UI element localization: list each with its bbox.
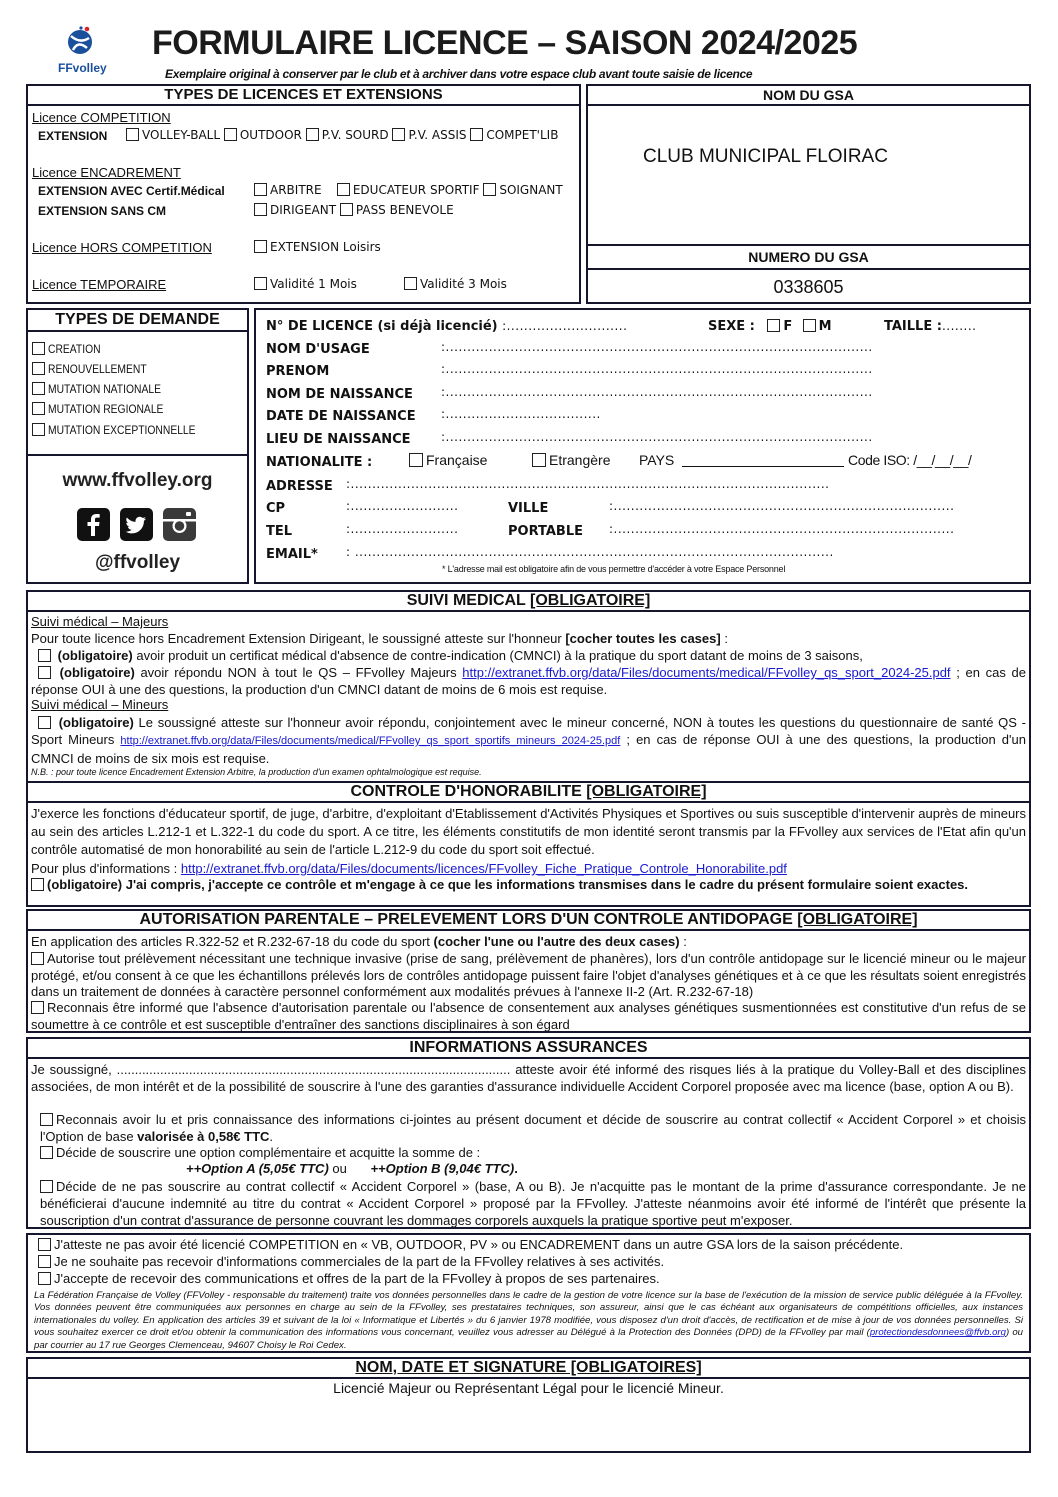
licence-types-section — [26, 84, 581, 304]
qs-mineurs-link[interactable]: http://extranet.ffvb.org/data/Files/documents/medical/FFvolley_qs_sport_sportifs_mineurs_2024-25.pdf — [120, 735, 621, 747]
checkbox-renouvellement[interactable]: RENOUVELLEMENT — [32, 362, 163, 376]
checkbox-compet-lib[interactable]: COMPET'LIB — [470, 128, 558, 142]
checkbox-icon[interactable] — [803, 319, 816, 332]
portable-field[interactable]: :............................................................................... — [609, 522, 955, 536]
ville-label: VILLE — [508, 501, 549, 516]
taille-label: TAILLE : — [884, 319, 942, 334]
honorabilite-text: J'exerce les fonctions d'éducateur sportif, de juge, d'arbitre, d'exploitant d'Etablissement d'Activités Physiques et Sportives ou suis susceptible d'intervenir auprès de mineurs au sein des articles L.212-1 et L.322-1 du code du sport. A ce titre, les éléments constitutifs de mon identité seront transmis par la FFvolley aux services de l'Etat afin qu'un contrôle automatisé de mon honorabilité au sein de l'article L.212-9 du code du sport soit effectué. — [31, 806, 1026, 857]
ville-field[interactable]: :............................................................................... — [609, 499, 955, 513]
medical-item-2[interactable]: (obligatoire) avoir répondu NON à tout le QS – FFvolley Majeurs http://extranet.ffvb.org/data/Files/documents/medical/FFvolley_qs_sport_2024-25.pdf ; en cas de réponse OUI à une des questions, la production d'un CMNCI datant de moins de 6 mois est requise. — [31, 665, 1026, 697]
cp-field[interactable]: :......................... — [346, 499, 459, 513]
hors-competition-label: Licence HORS COMPETITION — [32, 240, 212, 255]
assurance-item-refus[interactable]: Décide de ne pas souscrire au contrat collectif « Accident Corporel » (base, A ou B). Je n'acquitte pas le montant de la prime d'assurance correspondante. Je ne bénéficierai d'aucune indemnité au titre du contrat « Accident Corporel » proposé par la FFvolley. J'atteste néanmoins avoir été informé de l'intérêt que présente la souscription d'un contrat d'assurance de personne couvrant les dommages corporels auxquels la pratique sportive peut m'exposer. — [40, 1179, 1026, 1228]
assurance-item-base[interactable]: Reconnais avoir lu et pris connaissance des informations ci-jointes au présent document et décide de souscrire au contrat collectif « Accident Corporel » et choisis l'Option de base valorisée à 0,58€ TTC. — [40, 1112, 1026, 1144]
checkbox-etrangere[interactable]: Etrangère — [532, 452, 610, 468]
checkbox-icon[interactable] — [32, 402, 45, 415]
page-title: FORMULAIRE LICENCE – SAISON 2024/2025 — [152, 24, 858, 62]
checkbox-icon[interactable] — [767, 319, 780, 332]
signature-subtitle: Licencié Majeur ou Représentant Légal pour le licencié Mineur. — [333, 1380, 724, 1396]
checkbox-icon[interactable] — [409, 453, 423, 467]
logo-text: FFvolley — [58, 61, 107, 75]
checkbox-icon[interactable] — [32, 342, 45, 355]
gsa-name-title: NOM DU GSA — [588, 86, 1029, 106]
portable-label: PORTABLE — [508, 524, 583, 539]
honorabilite-checkbox[interactable]: (obligatoire) J'ai compris, j'accepte ce contrôle et m'engage à ce que les informations transmises dans le cadre du présent formulaire soient exactes. — [31, 877, 1026, 894]
option-a[interactable]: ++Option A (5,05€ TTC) — [186, 1161, 329, 1176]
checkbox-icon[interactable] — [483, 183, 496, 196]
medical-item-1[interactable]: (obligatoire) avoir produit un certificat médical d'absence de contre-indication (CMNCI) à la pratique du sport datant de moins de 3 saisons, — [38, 648, 1026, 665]
checkbox-creation[interactable]: CREATION — [32, 342, 109, 356]
temporaire-label: Licence TEMPORAIRE — [32, 277, 167, 292]
lieu-naissance-label: LIEU DE NAISSANCE — [266, 432, 411, 447]
checkbox-icon[interactable] — [126, 128, 139, 141]
email-label: EMAIL* — [266, 547, 318, 562]
social-handle[interactable]: @ffvolley — [94, 552, 181, 573]
lieu-naissance-field[interactable]: :................................................................................................... — [441, 430, 873, 444]
adresse-field[interactable]: :............................................................................................................... — [346, 477, 830, 491]
checkbox-icon[interactable] — [532, 453, 546, 467]
honorabilite-section — [26, 781, 1031, 907]
checkbox-icon[interactable] — [31, 952, 44, 965]
checkbox-icon[interactable] — [306, 128, 319, 141]
pays-label: PAYS — [639, 452, 675, 468]
with-cm-label: EXTENSION AVEC Certif.Médical — [38, 184, 225, 198]
nom-naissance-field[interactable]: :................................................................................................... — [441, 385, 873, 399]
gsa-name-section — [586, 84, 1031, 246]
antidopage-item-2[interactable]: Reconnais être informé que l'absence d'autorisation parentale ou l'absence de consentement aux analyses génétiques susmentionnées est constitutive d'un refus de se soumettre à ce contrôle et est susceptible d'entraîner des sanctions disciplinaires à son égard — [31, 1000, 1026, 1032]
checkbox-francaise[interactable]: Française — [409, 452, 487, 468]
ffvolley-logo — [56, 24, 108, 74]
competition-extension-label: EXTENSION — [38, 129, 108, 143]
nom-usage-field[interactable]: :................................................................................................... — [441, 340, 873, 354]
checkbox-arbitre[interactable]: ARBITRE — [254, 183, 322, 197]
checkbox-icon[interactable] — [38, 1238, 51, 1251]
signature-field[interactable] — [28, 1399, 1029, 1451]
attestations-section — [26, 1233, 1031, 1353]
checkbox-icon[interactable] — [38, 1255, 51, 1268]
demand-types-section — [26, 308, 249, 456]
medical-section — [26, 590, 1031, 783]
identity-section — [254, 308, 1031, 584]
adresse-label: ADRESSE — [266, 479, 333, 494]
checkbox-icon[interactable] — [32, 382, 45, 395]
code-iso-field[interactable]: /__/__/__/ — [913, 452, 972, 468]
attestation-item-3[interactable]: J'accepte de recevoir des communications et offres de la part de la FFvolley à propos de ses partenaires. — [38, 1271, 1026, 1288]
checkbox-icon[interactable] — [38, 649, 51, 662]
signature-title: NOM, DATE ET SIGNATURE [OBLIGATOIRES] — [28, 1359, 1029, 1379]
checkbox-icon[interactable] — [254, 240, 267, 253]
attestation-item-1[interactable]: J'atteste ne pas avoir été licencié COMPETITION en « VB, OUTDOOR, PV » ou ENCADREMENT dans un autre GSA lors de la saison précédente. — [38, 1237, 1026, 1254]
checkbox-mutation-exceptionnelle[interactable]: MUTATION EXCEPTIONNELLE — [32, 423, 220, 437]
medical-item-3[interactable]: (obligatoire) Le soussigné atteste sur l'honneur avoir répondu, conjointement avec le mineur concerné, NON à toutes les questions du questionnaire de santé QS - Sport Mineurs http://extranet.ffvb.org/data/Files/documents/medical/FFvolley_qs_sport_sportifs_mineurs_2024-25.pdf ; en cas de réponse OUI à une des questions, la production d'un CMNCI de moins de six mois est requise. — [31, 715, 1026, 766]
option-b[interactable]: ++Option B (9,04€ TTC) — [370, 1161, 515, 1176]
tel-field[interactable]: :......................... — [346, 522, 459, 536]
checkbox-extension-loisirs[interactable]: EXTENSION Loisirs — [254, 240, 381, 254]
checkbox-icon[interactable] — [40, 1113, 53, 1126]
checkbox-icon[interactable] — [404, 277, 417, 290]
gsa-number-title: NUMERO DU GSA — [588, 246, 1029, 270]
social-section — [26, 454, 249, 584]
demand-types-title: TYPES DE DEMANDE — [28, 310, 247, 332]
checkbox-pv-sourd[interactable]: P.V. SOURD — [306, 128, 389, 142]
nom-naissance-label: NOM DE NAISSANCE — [266, 387, 413, 402]
facebook-icon[interactable] — [77, 508, 110, 541]
checkbox-educateur-sportif[interactable]: EDUCATEUR SPORTIF — [337, 183, 480, 197]
checkbox-outdoor[interactable]: OUTDOOR — [224, 128, 302, 142]
page-subtitle: Exemplaire original à conserver par le club et à archiver dans votre espace club avant toute saisie de licence — [165, 67, 753, 81]
email-note: * L'adresse mail est obligatoire afin de vous permettre d'accéder à votre Espace Personnel — [442, 564, 786, 574]
checkbox-icon[interactable] — [38, 1272, 51, 1285]
attestation-item-2[interactable]: Je ne souhaite pas recevoir d'informations commerciales de la part de la FFvolley relatives à ses activités. — [38, 1254, 1026, 1271]
honorabilite-more-info: Pour plus d'informations : http://extranet.ffvb.org/data/Files/documents/licences/FFvolley_Fiche_Pratique_Controle_Honorabilite.pdf — [31, 861, 787, 876]
assurance-options: ++Option A (5,05€ TTC) ou ++Option B (9,04€ TTC). — [186, 1161, 518, 1176]
prenom-label: PRENOM — [266, 364, 330, 379]
antidopage-section — [26, 909, 1031, 1033]
gsa-number-section — [586, 244, 1031, 304]
assurances-intro: Je soussigné, ............................................................................................................. atteste avoir été informé des risques liés à la pratique du Volley-Ball et des disciplines associées, de mon intérêt et de la possibilité de souscrire à l'une des garanties d'assurance individuelle Accident Corporel proposée avec ma licence (base, option A ou B). — [31, 1062, 1026, 1094]
checkbox-icon[interactable] — [32, 362, 45, 375]
assurance-item-option[interactable]: Décide de souscrire une option complémentaire et acquitte la somme de : — [40, 1145, 1026, 1162]
tel-label: TEL — [266, 524, 293, 539]
checkbox-icon[interactable] — [38, 666, 51, 679]
gsa-name-value: CLUB MUNICIPAL FLOIRAC — [643, 146, 888, 167]
checkbox-icon[interactable] — [254, 277, 267, 290]
twitter-icon[interactable] — [120, 508, 153, 541]
licence-number-field[interactable]: :............................ — [502, 319, 628, 333]
medical-title: SUIVI MEDICAL [OBLIGATOIRE] — [28, 592, 1029, 612]
prenom-field[interactable]: :................................................................................................... — [441, 362, 873, 376]
checkbox-soignant[interactable]: SOIGNANT — [483, 183, 562, 197]
sexe-label: SEXE : — [708, 319, 755, 334]
taille-field[interactable]: ........ — [941, 319, 977, 333]
majeurs-intro: Pour toute licence hors Encadrement Extension Dirigeant, le soussigné atteste sur l'honneur [cocher toutes les cases] : — [31, 631, 728, 646]
checkbox-icon[interactable] — [31, 878, 44, 891]
gsa-number-value: 0338605 — [773, 277, 844, 297]
qs-majeurs-link[interactable]: http://extranet.ffvb.org/data/Files/documents/medical/FFvolley_qs_sport_2024-25.pdf — [462, 665, 951, 680]
encadrement-label: Licence ENCADREMENT — [32, 165, 181, 180]
dpd-email-link[interactable]: protectiondesdonnees@ffvb.org — [869, 1327, 1006, 1339]
licence-types-title: TYPES DE LICENCES ET EXTENSIONS — [28, 86, 579, 106]
nom-usage-label: NOM D'USAGE — [266, 342, 370, 357]
checkbox-pv-assis[interactable]: P.V. ASSIS — [392, 128, 466, 142]
checkbox-icon[interactable] — [337, 183, 350, 196]
assurances-title: INFORMATIONS ASSURANCES — [28, 1039, 1029, 1059]
pays-field[interactable] — [682, 466, 844, 467]
date-naissance-field[interactable]: :.................................... — [441, 407, 601, 421]
checkbox-sexe-f[interactable]: F — [767, 317, 792, 334]
instagram-icon[interactable] — [163, 508, 196, 541]
checkbox-validite-3-mois[interactable]: Validité 3 Mois — [404, 277, 507, 291]
checkbox-icon[interactable] — [40, 1180, 53, 1193]
email-field[interactable]: : ............................................................................................................... — [346, 545, 834, 559]
website-link[interactable]: www.ffvolley.org — [62, 470, 213, 491]
antidopage-intro: En application des articles R.322-52 et R.232-67-18 du code du sport (cocher l'une ou l'autre des deux cases) : — [31, 934, 687, 949]
checkbox-icon[interactable] — [40, 1146, 53, 1159]
checkbox-dirigeant[interactable]: DIRIGEANT — [254, 203, 336, 217]
checkbox-icon[interactable] — [224, 128, 237, 141]
rgpd-notice: La Fédération Française de Volley (FFVolley - responsable du traitement) traite vos données personnelles dans le cadre de la gestion de votre licence sur la base de l'exécution de la mission de service public déléguée à la FFvolley. Vos données peuvent être communiquées aux personnes en charge au sein de la FFvolley, ses prestataires techniques, son assureur, ainsi que le cas échéant aux organisateurs de compétitions officielles, aux instances internationales du volley. En application des articles 39 et suivant de la loi « Informatique et Libertés » du 6 janvier 1978 modifiée, vous disposez d'un droit d'accès, de rectification et de mise à jour de vos données personnelles. Si vous souhaitez exercer ce droit et/ou obtenir la communication des informations vous concernant, veuillez vous adresser au Délégué à la Protection des Données (DPD) de la FFvolley par mail (protectiondesdonnees@ffvb.org) ou par courrier au 17 rue Georges Clemenceau, 94607 Choisy le Roi Cedex. — [34, 1290, 1023, 1351]
majeurs-label: Suivi médical – Majeurs — [31, 614, 169, 629]
cp-label: CP — [266, 501, 286, 516]
checkbox-volley-ball[interactable]: VOLLEY-BALL — [126, 128, 220, 142]
checkbox-icon[interactable] — [31, 1001, 44, 1014]
date-naissance-label: DATE DE NAISSANCE — [266, 409, 416, 424]
assurances-section — [26, 1037, 1031, 1229]
checkbox-icon[interactable] — [38, 716, 51, 729]
checkbox-icon[interactable] — [340, 203, 353, 216]
volleyball-logo-icon — [56, 24, 108, 58]
checkbox-mutation-nationale[interactable]: MUTATION NATIONALE — [32, 382, 179, 396]
antidopage-title: AUTORISATION PARENTALE – PRELEVEMENT LORS D'UN CONTROLE ANTIDOPAGE [OBLIGATOIRE] — [28, 911, 1029, 931]
checkbox-icon[interactable] — [254, 183, 267, 196]
honorabilite-title: CONTROLE D'HONORABILITE [OBLIGATOIRE] — [28, 783, 1029, 803]
medical-nb: N.B. : pour toute licence Encadrement Extension Arbitre, la production d'un examen ophtalmologique est requise. — [31, 767, 482, 777]
checkbox-sexe-m[interactable]: M — [803, 317, 832, 334]
checkbox-icon[interactable] — [32, 423, 45, 436]
checkbox-mutation-regionale[interactable]: MUTATION REGIONALE — [32, 402, 182, 416]
checkbox-validite-1-mois[interactable]: Validité 1 Mois — [254, 277, 357, 291]
code-iso-label: Code ISO: — [848, 452, 910, 468]
checkbox-pass-benevole[interactable]: PASS BENEVOLE — [340, 203, 454, 217]
without-cm-label: EXTENSION SANS CM — [38, 204, 167, 218]
honorabilite-link[interactable]: http://extranet.ffvb.org/data/Files/documents/licences/FFvolley_Fiche_Pratique_Controle_Honorabilite.pdf — [180, 861, 787, 876]
checkbox-icon[interactable] — [392, 128, 405, 141]
mineurs-label: Suivi médical – Mineurs — [31, 697, 169, 712]
licence-number-label: N° DE LICENCE (si déjà licencié) — [266, 319, 498, 334]
checkbox-icon[interactable] — [470, 128, 483, 141]
checkbox-icon[interactable] — [254, 203, 267, 216]
nationalite-label: NATIONALITE : — [266, 455, 373, 470]
competition-label: Licence COMPETITION — [32, 110, 171, 125]
signature-section — [26, 1357, 1031, 1453]
antidopage-item-1[interactable]: Autorise tout prélèvement nécessitant une technique invasive (prise de sang, prélèvement de phanères), lors d'un contrôle antidopage sur le licencié mineur ou le majeur protégé, et/ou consent à ce que les échantillons prélevés lors de contrôles antidopage puissent faire l'objet d'analyses génétiques et à ce que les résultats soient enregistrés dans un traitement de données à caractère personnel conformément aux modalités prévues à l'annexe II-2 (Art. R.232-67-18) — [31, 951, 1026, 999]
